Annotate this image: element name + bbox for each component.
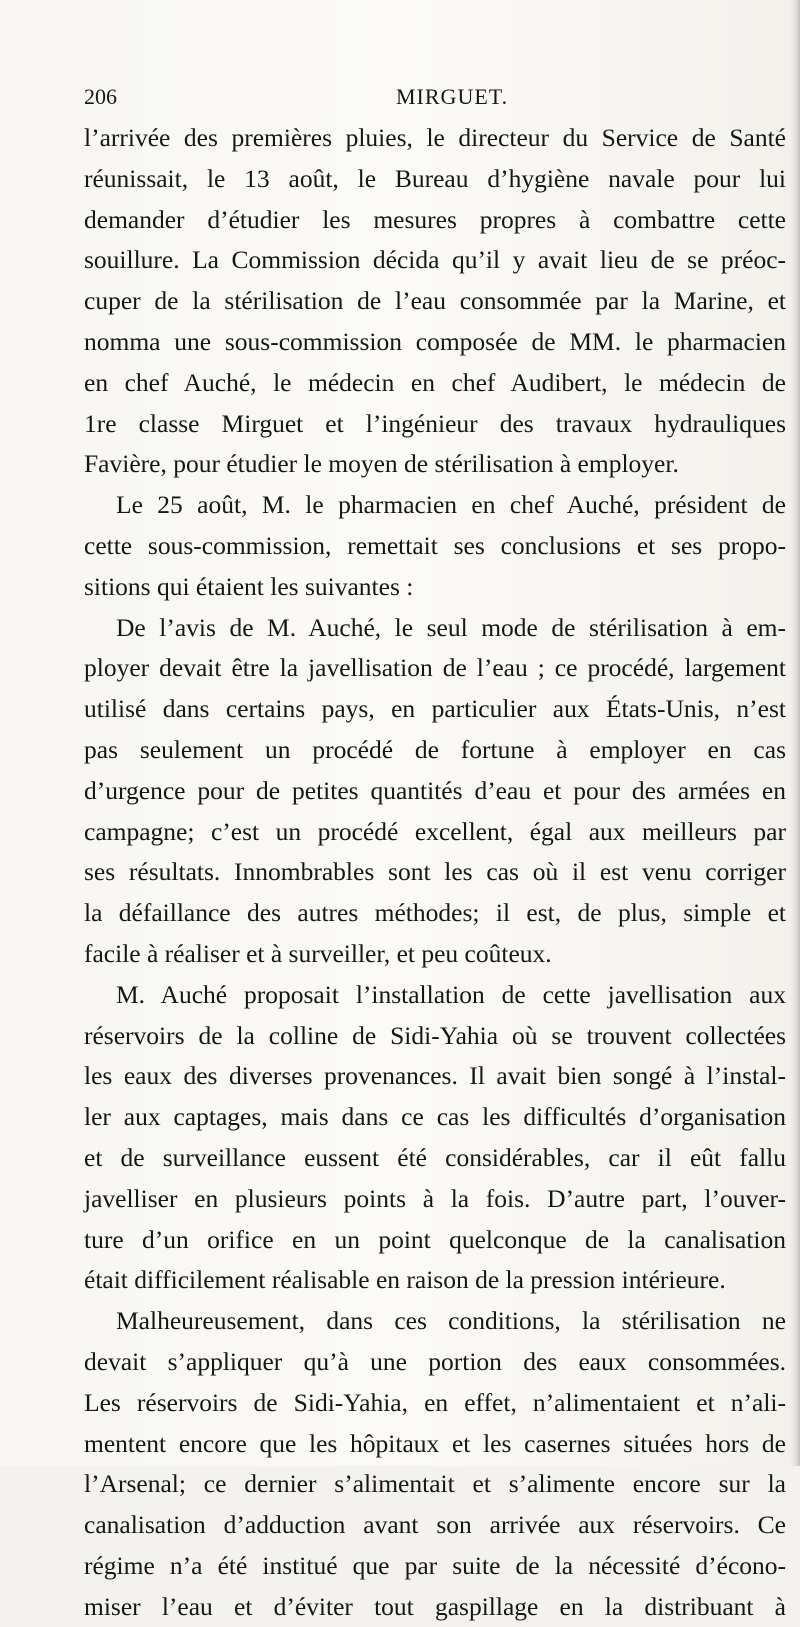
text-line: en chef Auché, le médecin en chef Audibert, le médecin de <box>84 367 786 397</box>
body-text <box>84 118 786 1627</box>
text-line: pas seulement un procédé de fortune à employer en cas <box>84 734 786 764</box>
text-line: ses résultats. Innombrables sont les cas où il est venu corriger <box>84 857 786 887</box>
text-line: devait s’appliquer qu’à une portion des eaux consommées. <box>84 1346 786 1376</box>
text-line: réservoirs de la colline de Sidi-Yahia où se trouvent collectées <box>84 1020 786 1050</box>
text-line: d’urgence pour de petites quantités d’eau et pour des armées en <box>84 775 786 805</box>
text-line: la défaillance des autres méthodes; il est, de plus, simple et <box>84 898 786 928</box>
text-line: était difficilement réalisable en raison de la pression intérieure. <box>84 1265 726 1295</box>
text-line: l’arrivée des premières pluies, le directeur du Service de Santé <box>84 123 786 152</box>
text-line: les eaux des diverses provenances. Il avait bien songé à l’instal- <box>84 1061 786 1091</box>
text-line: utilisé dans certains pays, en particulier aux États-Unis, n’est <box>84 694 786 724</box>
text-line: sitions qui étaient les suivantes : <box>84 571 414 601</box>
running-title: MIRGUET. <box>396 84 509 109</box>
text-line: javelliser en plusieurs points à la fois. D’autre part, l’ouver- <box>84 1183 786 1213</box>
text-line: miser l’eau et d’éviter tout gaspillage en la distribuant à <box>84 1591 786 1621</box>
text-line: Malheureusement, dans ces conditions, la stérilisation ne <box>116 1306 786 1336</box>
text-line: campagne; c’est un procédé excellent, égal aux meilleurs par <box>84 816 786 846</box>
text-line: Les réservoirs de Sidi-Yahia, en effet, n’alimentaient et n’ali- <box>84 1387 786 1417</box>
page-header <box>84 84 764 114</box>
text-line: ler aux captages, mais dans ce cas les difficultés d’organisation <box>84 1102 786 1132</box>
text-line: cette sous-commission, remettait ses conclusions et ses propo- <box>84 530 786 560</box>
text-line: facile à réaliser et à surveiller, et peu coûteux. <box>84 938 552 968</box>
text-line: réunissait, le 13 août, le Bureau d’hygiène navale pour lui <box>84 163 786 193</box>
page-number: 206 <box>84 84 117 109</box>
text-line: ployer devait être la javellisation de l’eau ; ce procédé, largement <box>84 653 786 683</box>
text-line: M. Auché proposait l’installation de cette javellisation aux <box>116 979 786 1009</box>
text-line: souillure. La Commission décida qu’il y avait lieu de se préoc- <box>84 245 786 275</box>
text-line: mentent encore que les hôpitaux et les casernes situées hors de <box>84 1428 786 1458</box>
text-line: et de surveillance eussent été considérables, car il eût fallu <box>84 1142 786 1172</box>
text-line: nomma une sous-commission composée de MM. le pharmacien <box>84 326 786 356</box>
text-line: l’Arsenal; ce dernier s’alimentait et s’alimente encore sur la <box>84 1469 786 1499</box>
text-line: Favière, pour étudier le moyen de stérilisation à employer. <box>84 449 679 479</box>
text-line: 1re classe Mirguet et l’ingénieur des travaux hydrauliques <box>84 408 786 438</box>
text-line: De l’avis de M. Auché, le seul mode de stérilisation à em- <box>116 612 786 642</box>
text-line: ture d’un orifice en un point quelconque de la canalisation <box>84 1224 786 1254</box>
text-line: Le 25 août, M. le pharmacien en chef Auché, président de <box>116 490 786 520</box>
text-line: demander d’étudier les mesures propres à combattre cette <box>84 204 786 234</box>
text-line: régime n’a été institué que par suite de la nécessité d’écono- <box>84 1550 786 1580</box>
text-line: canalisation d’adduction avant son arrivée aux réservoirs. Ce <box>84 1510 786 1540</box>
page-edge-shadow <box>790 0 800 1466</box>
text-line: cuper de la stérilisation de l’eau consommée par la Marine, et <box>84 286 786 316</box>
